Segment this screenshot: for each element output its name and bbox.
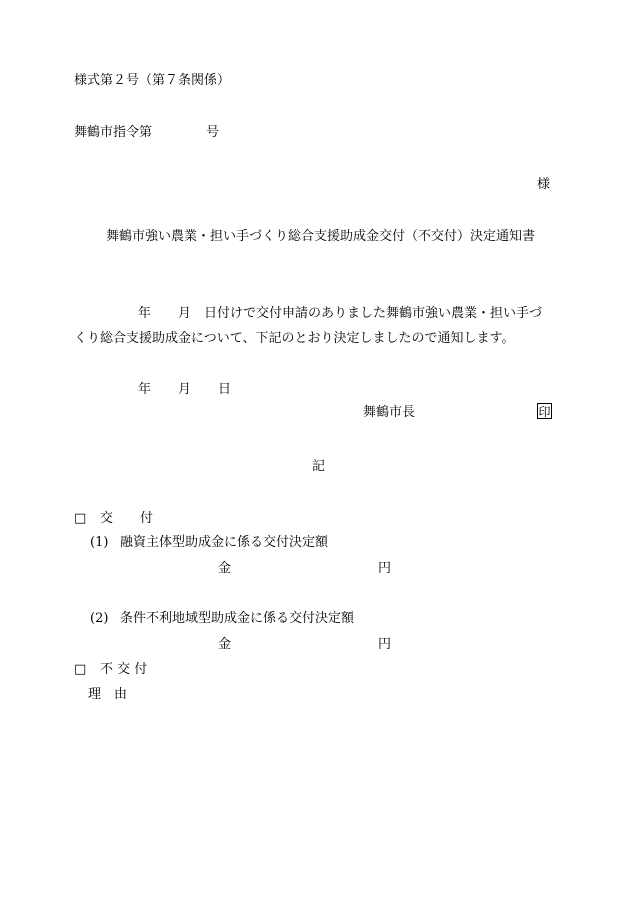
body-month: 月 (178, 306, 192, 321)
date-year: 年 (138, 382, 152, 397)
grant-item-2-label: 条件不利地域型助成金に係る交付決定額 (120, 611, 355, 626)
grant-item-2-amount-prefix: 金 (218, 637, 232, 652)
grant-item-2-amount-suffix: 円 (378, 637, 392, 652)
reference-suffix: 号 (206, 125, 220, 140)
body-line-2: くり総合支援助成金について、下記のとおり決定しましたので通知します。 (74, 331, 515, 346)
addressee-suffix: 様 (537, 177, 551, 192)
grant-label-2: 付 (140, 511, 154, 526)
grant-item-1-amount-suffix: 円 (378, 561, 392, 576)
seal-box: 印 (538, 405, 551, 419)
non-grant-checkbox[interactable]: □ (74, 662, 87, 677)
grant-checkbox[interactable]: □ (74, 511, 87, 526)
grant-item-2-number: (2) (90, 611, 109, 626)
non-grant-label: 不 交 付 (100, 662, 148, 677)
date-day: 日 (218, 382, 232, 397)
form-number: 様式第２号（第７条関係） (74, 73, 231, 88)
reason-label-2: 由 (114, 687, 128, 702)
body-line-1: 日付けで交付申請のありました舞鶴市強い農業・担い手づ (204, 306, 543, 321)
date-month: 月 (178, 382, 192, 397)
reason-label-1: 理 (88, 687, 102, 702)
body-year: 年 (138, 306, 152, 321)
document-title: 舞鶴市強い農業・担い手づくり総合支援助成金交付（不交付）決定通知書 (106, 229, 536, 244)
grant-item-1-amount-prefix: 金 (218, 561, 232, 576)
grant-item-1-label: 融資主体型助成金に係る交付決定額 (120, 535, 329, 550)
grant-item-1-number: (1) (90, 535, 109, 550)
reference-prefix: 舞鶴市指令第 (74, 125, 153, 140)
grant-label-1: 交 (100, 511, 114, 526)
note-heading: 記 (312, 459, 326, 474)
issuer-name: 舞鶴市長 (363, 405, 416, 420)
